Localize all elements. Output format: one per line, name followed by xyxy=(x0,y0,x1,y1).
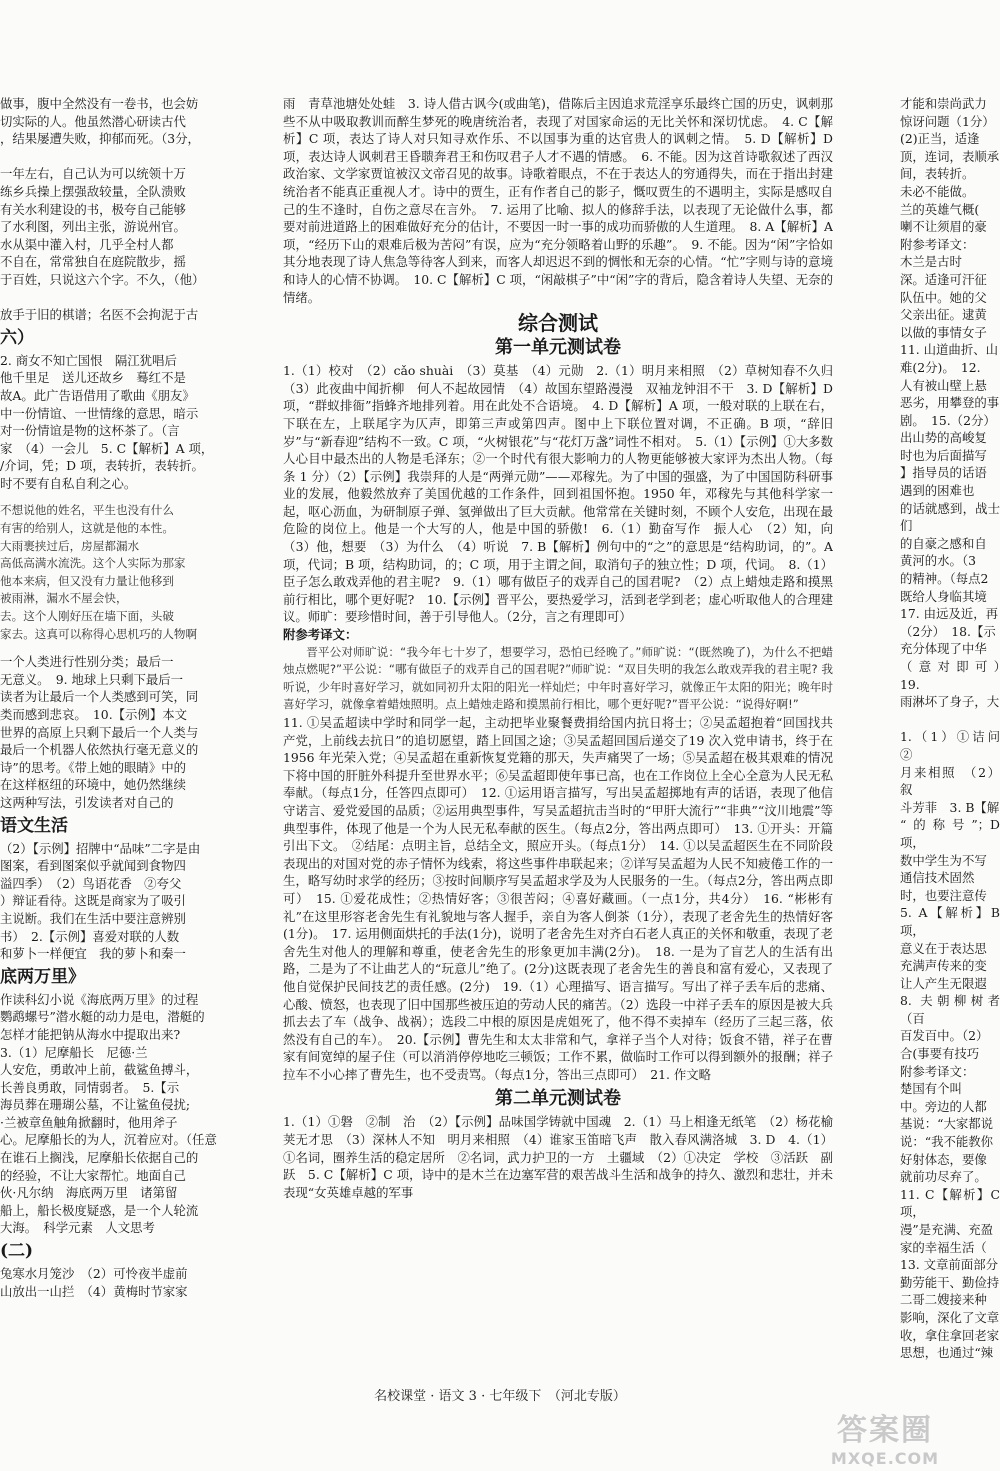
text-line: 收，拿住拿回老家 xyxy=(900,1327,1000,1343)
text-line: 故A。此广告语借用了歌曲《朋友》 xyxy=(0,387,195,403)
text-line: 的经验，不让大家帮忙。地面自己 xyxy=(0,1167,186,1183)
text-line: （2）【示例】招牌中“品味”二字是由 xyxy=(0,840,201,856)
text-line: 漫”是充满、充盈 xyxy=(900,1222,994,1237)
text-line: （意对即可） 19. xyxy=(900,659,1000,692)
text-line: 惊讶问题（1分） xyxy=(900,113,995,129)
text-line: 意义在于表达思 xyxy=(900,940,987,956)
text-line: 一个人类进行性别分类；最后一 xyxy=(0,654,174,670)
text-line: 了水利图，列出主张，游说州官。 xyxy=(0,219,186,235)
text-line: 顶，连词，表顺承 xyxy=(900,148,1000,164)
text-line: 他本来病，但又没有力量让他移到 xyxy=(0,573,174,588)
section-heading-chinese-life: 语文生活 xyxy=(0,815,68,836)
appendix-translation-heading: 附参考译文： xyxy=(283,627,358,643)
text-line: 读者为让最后一个人类感到可笑，同 xyxy=(0,689,199,705)
text-line: 人有被山壁上悬 xyxy=(900,377,987,393)
text-line: 17. 由远及近，再 xyxy=(900,606,998,622)
left-paragraph-group-7 xyxy=(0,1265,272,1300)
middle-column xyxy=(283,95,833,1360)
watermark-logo-text: 答案圈 xyxy=(837,1413,933,1448)
text-line: 时不要有自私自利之心。 xyxy=(0,475,137,491)
text-line: 恶劣，用攀登的事 xyxy=(900,395,1000,411)
left-translation-group xyxy=(0,502,272,643)
text-line: 有害的给别人，这就是他的本性。 xyxy=(0,521,174,536)
text-line: 让人产生无限遐 xyxy=(900,975,987,991)
text-line: 勤劳能干、勤俭持 xyxy=(900,1274,1000,1290)
text-line: 好射体态，要像 xyxy=(900,1151,987,1167)
text-line: 二哥二嫂接来种 xyxy=(900,1292,987,1308)
text-line: 高低高满水流洗。这个人实际为那家 xyxy=(0,556,186,571)
text-line: 他千里足 送儿还故乡 蓦红不是 xyxy=(0,370,186,386)
left-column xyxy=(0,95,272,1360)
text-line: 和萝卜一样便宜 我的萝卜和秦一 xyxy=(0,946,186,962)
text-line: ）辩证看待。这既是商家为了吸引 xyxy=(0,893,186,909)
section-heading-six: 六） xyxy=(0,327,34,348)
watermark-logo xyxy=(800,1405,970,1468)
text-line: 以做的事情女子 xyxy=(900,324,987,340)
text-line: 出山势的高峻复 xyxy=(900,430,987,446)
text-line: 11. C【解析】C 项， xyxy=(900,1186,1000,1220)
text-line: “的称号”；D 项， xyxy=(900,817,1000,850)
text-line: 月来相照 （2）叙 xyxy=(900,764,1000,798)
unit-two-answers: 1.（1）①磐 ②制 治 （2）【示例】品味国学铸就中国魂 2.（1）马上相逢无纸笔 （2）杨花榆荚无才思 （3）深林人不知 明月来相照 （4）谁家玉笛暗飞声 散入春风满洛城 3. D 4.（1）①名词，圈养生活的稳定居所 ②名词，武力护卫的一方 土疆域 （2）①决定 学校 ③活跃 副跃 5. C【解析】C 项，诗中的是木兰在边塞军营的艰苦战斗生活和战争的持久、激烈和悲壮，并未表现“女英雄卓越的军事 xyxy=(283,1114,833,1200)
text-line: 人安危，勇敢冲上前，截鲨鱼搏斗， xyxy=(0,1062,199,1078)
right-lines-group xyxy=(900,95,1000,1360)
text-line: 世界的高原上只剩下最后一个人类与 xyxy=(0,724,199,740)
text-line: 间，表转折。 xyxy=(900,166,975,182)
left-paragraph-group-4 xyxy=(0,653,272,811)
text-line: 长善良勇敢，同情弱者。 5.【示 xyxy=(0,1079,180,1095)
text-line: 8. 夫朝柳树者（百 xyxy=(900,993,1000,1026)
comprehensive-test-title: 综合测试 xyxy=(518,311,598,336)
text-line: 鹦鹉螺号”潜水艇的动力是电，潜艇的 xyxy=(0,1009,205,1025)
text-line: 时也为后面描写 xyxy=(900,447,987,463)
text-line: 基说：“大家都说 xyxy=(900,1116,994,1132)
watermark-url: MXQE.COM xyxy=(830,1449,940,1468)
text-line: 5. A【解析】B 项， xyxy=(900,905,1000,938)
text-line: 思想，也通过“辣 xyxy=(900,1345,994,1360)
text-line: 木兰是古时 xyxy=(900,254,962,270)
text-line: 在谁石上搁浅，尼摩船长依据自己的 xyxy=(0,1150,199,1166)
text-line: 图案，看到图案似乎就闻到食物四 xyxy=(0,858,186,874)
text-line: 充分体现了中华 xyxy=(900,641,987,657)
text-line: 数中学生为不写 xyxy=(900,852,987,868)
text-line: 书） 2.【示例】喜爱对联的人数 xyxy=(0,928,180,944)
left-paragraph-group-6 xyxy=(0,991,272,1237)
text-line: 家 （4）一会儿 5. C【解析】A 项， xyxy=(0,440,214,456)
text-line: 影响，深化了文章 xyxy=(900,1309,1000,1325)
text-line: 百发百中。（2） xyxy=(900,1028,989,1044)
text-line: 做事，腹中全然没有一卷书，也会妨 xyxy=(0,96,199,111)
text-line: 最后一个机器人依然执行毫无意义的 xyxy=(0,742,199,758)
text-line: 溢四季） （2）鸟语花香 ②夸父 xyxy=(0,875,182,891)
text-line: 不自在，常常独自在庭院散步，摇 xyxy=(0,254,186,270)
text-line: 】指导员的话语 xyxy=(900,465,987,481)
text-line: ·兰被章鱼触角掀翻时，他用斧子 xyxy=(0,1114,178,1130)
text-line: 合(事要有技巧 xyxy=(900,1046,980,1062)
appendix-translation-text: 晋平公对师旷说：“我今年七十岁了，想要学习，恐怕已经晚了。”师旷说：“(既然晚了)，为什么不把蜡烛点燃呢?”平公说：“哪有做臣子的戏弄自己的国君呢?”师旷说：“双目失明的我怎么敢戏弄我的君主呢? 我听说，少年时喜好学习，就如同初升太阳的阳光一样灿烂；中年时喜好学习，就像正午太阳的阳光；晚年时喜好学习，就像拿着蜡烛照明。点上蜡烛走路和摸黑前行相比，哪个更好呢?”晋平公说：“说得好啊!” xyxy=(283,644,833,712)
text-line: 深。适逢可汗征 xyxy=(900,271,987,287)
text-line: 在这样枢纽的环境中，她仍然继续 xyxy=(0,777,186,793)
text-line: 才能和崇尚武力 xyxy=(900,96,987,111)
text-line: 兔寒水月笼沙 （2）可怜夜半虚前 xyxy=(0,1266,188,1282)
text-line: 难(2分)。 12. xyxy=(900,359,981,375)
text-line: 遇到的困难也 xyxy=(900,483,975,499)
text-line: 附参考译文： xyxy=(900,1063,975,1079)
text-line: 一年左右，自己认为可以统领十万 xyxy=(0,166,186,182)
text-line: 时，也要注意传 xyxy=(900,887,987,903)
text-line: 剧。 15.（2分） xyxy=(900,412,996,428)
text-line xyxy=(900,711,1000,729)
text-line: 父亲出征。逮黄 xyxy=(900,307,987,323)
text-line: 家的幸福生活（ xyxy=(900,1239,987,1255)
text-line: 这两种写法，引发读者对自己的 xyxy=(0,794,174,810)
text-line: 的精神。（每点2 xyxy=(900,571,989,587)
text-line: 诗”的思考。《带上她的眼睛》中的 xyxy=(0,759,186,775)
text-line: 作读科幻小说《海底两万里》的过程 xyxy=(0,991,199,1007)
left-paragraph-group-5 xyxy=(0,840,272,963)
text-line: ，结果屡遭失败，抑郁而死。（3分， xyxy=(0,131,200,147)
text-line: 的话就感到，战士们 xyxy=(900,500,1000,534)
text-line: 怎样才能把钠从海水中提取出来? xyxy=(0,1026,181,1042)
text-line: 雨淋坏了身子，大 xyxy=(900,694,1000,710)
unit-one-test-title: 第一单元测试卷 xyxy=(495,337,621,359)
left-paragraph-group-2 xyxy=(0,352,272,493)
left-paragraph-group-1 xyxy=(0,95,272,324)
text-line: 大雨裹挟过后，房屋都漏水 xyxy=(0,538,140,553)
text-line: 就前功尽弃了。 xyxy=(900,1169,987,1185)
text-line: 练乡兵操上摆强敌较量，全队溃败 xyxy=(0,183,186,199)
text-line: 1.（1）①诘问 ② xyxy=(900,729,1000,762)
text-line: /介词，凭；D 项，表转折，表转折。 xyxy=(0,458,204,474)
text-line: 黄河的水。（3 xyxy=(900,553,977,569)
unit-two-test-title: 第二单元测试卷 xyxy=(495,1088,621,1110)
text-line: 兰的英雄气概( xyxy=(900,201,980,217)
text-line: 的自豪之感和自 xyxy=(900,535,987,551)
text-line: 心。尼摩船长的为人，沉着应对。（任意 xyxy=(0,1132,217,1148)
text-line xyxy=(0,289,272,307)
text-line: 类而感到悲哀。 10.【示例】本文 xyxy=(0,707,187,722)
text-line: 主说断。我们在生活中要注意辨别 xyxy=(0,910,186,926)
text-line: 通信技术固然 xyxy=(900,870,975,886)
text-line: 队伍中。她的父 xyxy=(900,289,987,305)
text-line: 海员葬在珊瑚公墓，不让鲨鱼侵扰; xyxy=(0,1097,191,1113)
text-line xyxy=(0,148,272,166)
text-line: 水从渠中灌入村，几乎全村人都 xyxy=(0,236,174,252)
right-column xyxy=(900,95,1000,1360)
text-line: 被雨淋，漏水不屋会快， xyxy=(0,591,128,606)
page-footer: 名校课堂 · 语文 3 · 七年级下 （河北专版） xyxy=(374,1389,626,1404)
section-heading-twenty-thousand-leagues: 底两万里》 xyxy=(0,966,85,987)
text-line: 船上，船长极度疑惑，是一个人轮流 xyxy=(0,1202,199,1218)
text-line: 未必不能做。 xyxy=(900,183,975,199)
text-line: (2)正当，适逢 xyxy=(900,131,980,147)
text-line: 3.（1）尼摩船长 尼德·兰 xyxy=(0,1044,148,1060)
text-line: 附参考译文： xyxy=(900,236,975,252)
section-heading-two: (二) xyxy=(0,1241,34,1262)
text-line: 中一份情谊、一世情缘的意思，暗示 xyxy=(0,405,199,421)
text-line: 不想说他的姓名，平生也没有什么 xyxy=(0,503,174,518)
text-line: 大海。 科学元素 人文思考 xyxy=(0,1220,155,1236)
text-line: 斗芳菲 3. B【解 xyxy=(900,799,1000,815)
text-line: 既给人身临其境 xyxy=(900,588,987,604)
text-line: 中。旁边的人都 xyxy=(900,1098,987,1114)
text-line: 无意义。 9. 地球上只剩下最后一 xyxy=(0,671,184,687)
text-line: 切实际的人。他虽然潜心研读古代 xyxy=(0,113,186,129)
text-line: 对一份情谊是物的这杯茶了。（言 xyxy=(0,423,180,439)
text-line: 放手于旧的棋谱；名医不会拘泥于古 xyxy=(0,307,199,323)
text-line: 13. 文章前面部分 xyxy=(900,1257,998,1273)
text-line: 有关水利建设的书，极夸自己能够 xyxy=(0,201,186,217)
text-line: 2. 商女不知亡国恨 隔江犹唱后 xyxy=(0,352,177,368)
text-line: （2分） 18.【示 xyxy=(900,623,996,639)
text-line: 喇不让须眉的豪 xyxy=(900,219,987,235)
text-line: 山放出一山拦 （4）黄梅时节家家 xyxy=(0,1283,188,1299)
text-line: 于百姓，只说这六个字。不久，（他） xyxy=(0,271,205,287)
text-line: 楚国有个叫 xyxy=(900,1081,962,1097)
text-line: 充满声传来的变 xyxy=(900,958,987,974)
unit-one-answers-part-2: 11. ①吴孟超读中学时和同学一起，主动把毕业聚餐费捐给国内抗日将士；②吴孟超抱着“回国找共产党，上前线去抗日”的追切愿望，踏上回国之途；③吴孟超回国后递交了19 次入党申请书，终于在1956 年光荣入党；④吴孟超在重新恢复党籍的那天，失声痛哭了一场；⑤吴孟超在极其艰难的情况下将中国的肝脏外科提升至世界水平；⑥吴孟超即使年事已高，也在工作岗位上全心全意为人民无私奉献。（每点1分，任答四点即可） 12. ①运用语言描写，写出吴孟超掷地有声的话语，表现了他信守诺言、爱党爱国的品质；②运用典型事件，写吴孟超抗击当时的“甲肝大流行”“非典”“汶川地震”等典型事件，体现了他是一个为人民无私奉献的医生。（每点2分，答出两点即可） 13. ①开头：开篇引出下文。 ②结尾：点明主旨，总结全文，照应开头。（每点1分） 14. ①以吴孟超医生在不同阶段表现出的对国对党的赤子情怀为线索，将这些事件串联起来；②详写吴孟超为人民不知疲倦工作的一生，略写幼时求学的经历；③按时间顺序写吴孟超求学及为人民服务的一生。（每点2分，答出两点即可） 15. ①爱花成性；②热情好客；③很苦闷；④喜好藏画。（一点1分，共4分） 16. “彬彬有礼”在这里形容老舍先生有礼貌地与客人握手，亲自为客人倒茶（1分），表现了老舍先生的热情好客(1分)。 17. 运用侧面烘托的手法(1分)，说明了老舍先生对齐白石老人真正的关怀和敬重，表现了老舍先生对他人的理解和尊重，使老舍先生的形象更加丰满(2分)。 18. 一是为了盲艺人的生活有出路，二是为了不让曲艺人的“玩意儿”绝了。(2分)这既表现了老舍先生的善良和富有爱心，又表现了他自觉保护民间技艺的责任感。(2分) 19.（1）心理描写、语言描写。写出了祥子丢车后的悲痛、心酸、愤怒，也表现了旧中国那些被压迫的劳动人民的痛苦。（2）选段一中祥子丢车的原因是被大兵抓去去了车（战争、战祸）；选段二中根的原因是虎姐死了，他不得不卖掉车（经历了三起三落，依然没有自己的车）。 20.【示例】曹先生和太太非常和气，拿祥子当个人对待；饭食不错，祥子在曹家有间宽绰的屋子住（可以消消停停地吃三顿饭；工作不累，做临时工作可以得到额外的报酬；祥子拉车不小心摔了曹先生，也不受责骂。（每点1分，答出三点即可） 21. 作文略 xyxy=(283,715,833,1082)
text-line: 去。这个人刚好压在墙下面，头破 xyxy=(0,609,174,624)
text-line: 家去。这真可以称得心思机巧的人物啊 xyxy=(0,626,198,641)
text-line: 伙·凡尔纳 海底两万里 诸第留 xyxy=(0,1185,178,1201)
unit-one-answers-part-1: 1.（1）校对 （2）cǎo shuài （3）莫基 （4）元勋 2.（1）明月来相照 （2）草树知春不久归 （3）此夜曲中闻折柳 何人不起故园情 （4）故国东望路漫漫 双袖龙钟泪不干 3. D【解析】D 项，“群蚁排衙”指蜂齐地排列着。用在此处不合语境。 4. D【解析】A 项，一般对联的上联在右，下联在左，上联尾字为仄声，即第三声或第四声。图中上下联位置对调，不正确。B 项，“辞旧岁”与“新春迎”结构不一致。C 项，“火树银花”与“花灯万盏”词性不相对。 5.（1）【示例】①大多数人心目中最杰出的人物是毛泽东；②一个时代有很大影响力的人物更能够被大家评为杰出人物。（每条 1 分）（2）【示例】我崇拜的人是“两弹元勋”——邓稼先。为了中国的强盛，为了中国国防科研事业的发展，他毅然放弃了美国优越的工作条件，回到祖国怀抱。1950 年，邓稼先与其他科学家一起，呕心沥血，为研制原子弹、氢弹做出了巨大贡献。他常常在关键时刻，不顾个人安危，出现在最危险的岗位上。他是一个大写的人，他是中国的骄傲! 6.（1）勤奋写作 振人心 （2）知，向 （3）他，想要 （3）为什么 （4）听说 7. B【解析】例句中的“之”的意思是“结构助词，的”。A 项，代词；B 项，结构助词，的；C 项，用于主谓之间，取消句子的独立性；D 项，代词。 8.（1）臣子怎么敢戏弄他的君主呢? 9.（1）哪有做臣子的戏弄自己的国君呢? （2）点上蜡烛走路和摸黑前行相比，哪个更好呢? 10.【示例】晋平公，要热爱学习，活到老学到老；虚心听取他人的合理建议。师旷：要珍惜时间，善于引导他人。（2分，言之有理即可） xyxy=(283,363,833,625)
text-line: 说：“我不能教你 xyxy=(900,1134,994,1150)
text-line: 11. 山道曲折、山 xyxy=(900,342,998,358)
answers-poetry-block: 雨 青草池塘处处蛙 3. 诗人借古讽今(或曲笔)，借陈后主因追求荒淫享乐最终亡国的历史，讽刺那些不从中吸取教训而醉生梦死的晚唐统治者，表现了对国家命运的无比关怀和深切忧虑。 4. C【解析】C 项，表达了诗人对只知寻欢作乐、不以国事为重的达官贵人的讽刺之情。 5. D【解析】D 项，表达诗人讽刺君王昏聩奔君王和伤叹君子人才不遇的情感。 6. 不能。因为这首诗歌叙述了西汉政治家、文学家贾谊被汉文帝召见的故事。诗歌着眼点，不在于表达人的穷通得失，而在于指出封建统治者不能真正重视人才。诗中的贾生，正有作者自己的影子，慨叹贾生的不遇明主，实际是感叹自己的生不逢时，自伤之意尽在言外。 7. 运用了比喻、拟人的修辞手法，以表现了无论做什么事，都要对前进道路上的困难做好充分的估计，不要因一时一事的成功而骄傲的人生道理。 8. A【解析】A 项，“经历下山的艰难后极为苦闷”有误，应为“充分领略着山野的乐趣”。 9. 不能。因为“闲”字恰如其分地表现了诗人焦急等待客人到来，而客人却迟迟不到的惆怅和无奈的心情。“忙”字则与诗的意境和诗人的心情不协调。 10. C【解析】C 项，“闲敲棋子”中“闲”字的背后，隐含着诗人失望、无奈的情绪。 xyxy=(283,96,833,305)
